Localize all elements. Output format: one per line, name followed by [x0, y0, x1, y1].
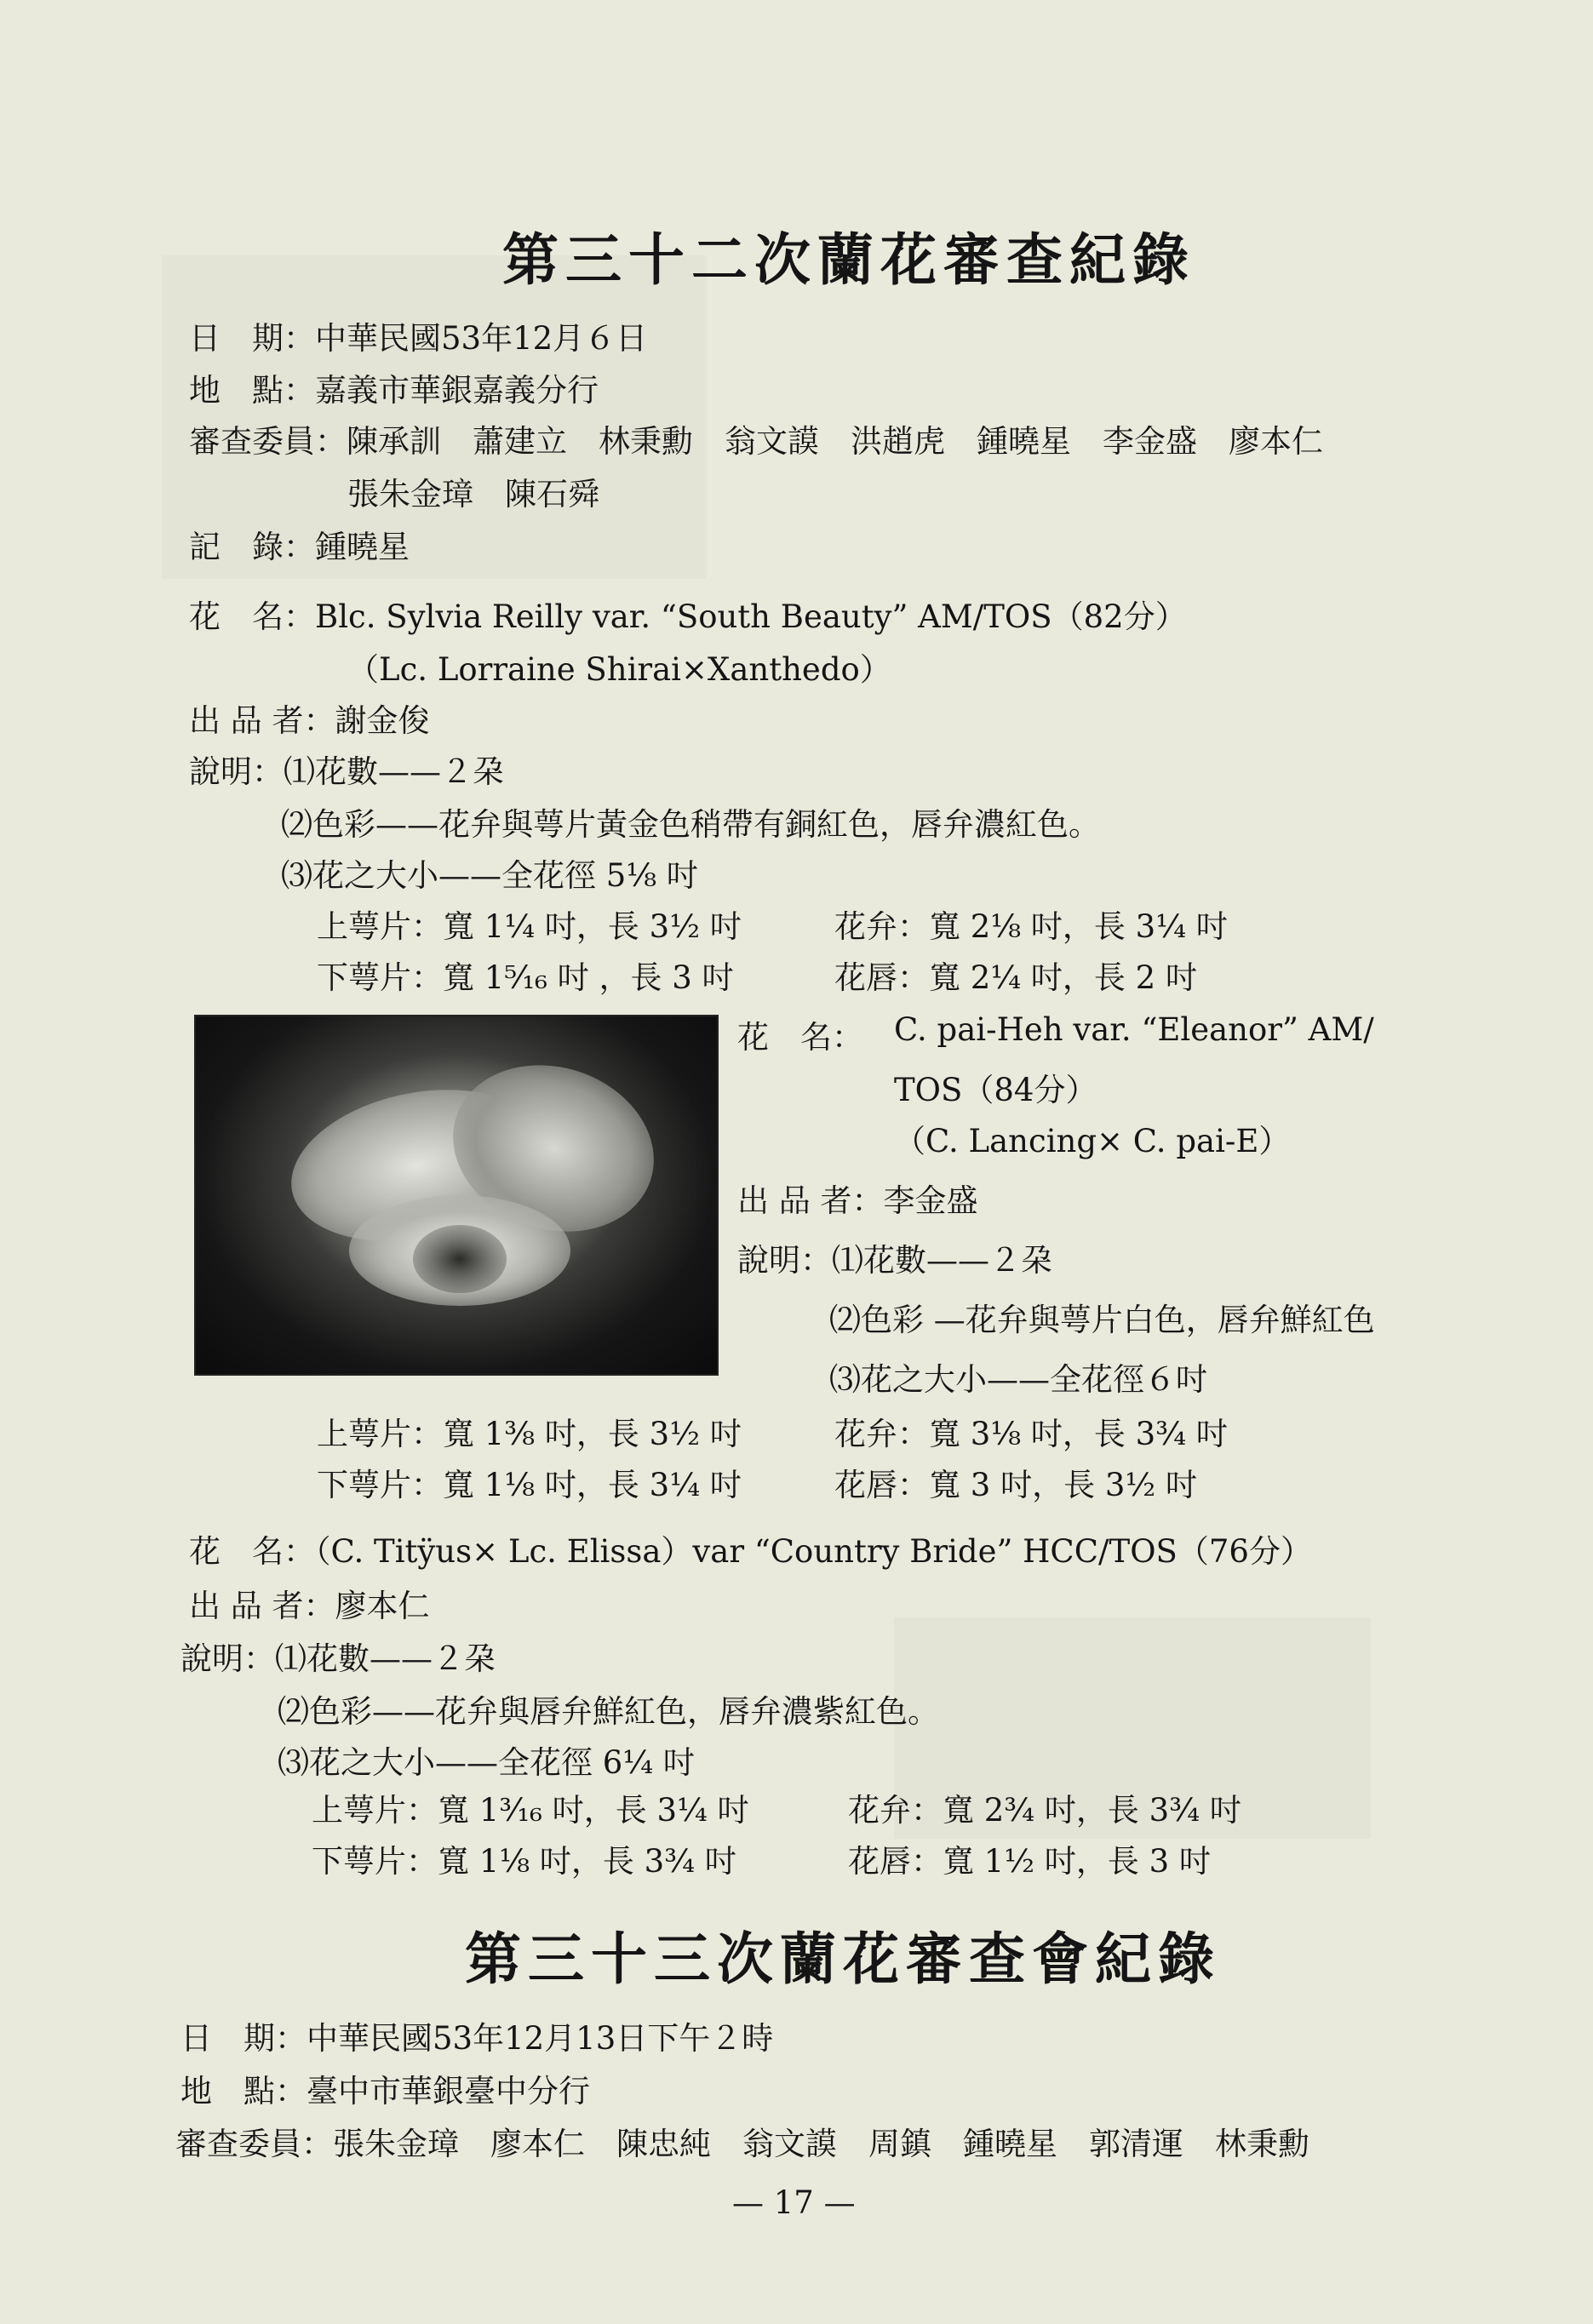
entry1-exhibitor: 出 品 者：謝金俊 — [189, 702, 430, 739]
entry2-desc-count: 說明：⑴花數——２朶 — [737, 1242, 1052, 1279]
recorder: 記 錄：鍾曉星 — [189, 529, 410, 565]
entry2-desc-color: ⑵色彩 —花弁與萼片白色，唇弁鮮紅色 — [829, 1302, 1375, 1338]
entry3-upper-sepal: 上萼片：寬 1³⁄₁₆ 吋，長 3¼ 吋 — [312, 1792, 749, 1829]
entry3-petal: 花弁：寬 2¾ 吋，長 3¾ 吋 — [848, 1792, 1241, 1829]
entry2-exhibitor: 出 品 者：李金盛 — [737, 1182, 978, 1219]
entry3-lower-sepal: 下萼片：寬 1⅛ 吋，長 3¾ 吋 — [312, 1843, 736, 1880]
entry2-name: C. pai-Heh var. “Eleanor” AM/ — [894, 1011, 1374, 1048]
entry1-desc-count: 說明：⑴花數——２朶 — [189, 753, 504, 790]
entry1-desc-size: ⑶花之大小——全花徑 5⅛ 吋 — [281, 857, 698, 894]
entry3-lip: 花唇：寬 1½ 吋，長 3 吋 — [848, 1843, 1211, 1880]
page-number: — 17 — — [732, 2184, 856, 2221]
meeting2-place: 地 點：臺中市華銀臺中分行 — [181, 2073, 590, 2109]
meeting-place: 地 點：嘉義市華銀嘉義分行 — [189, 372, 599, 409]
entry3-desc-color: ⑵色彩——花弁與唇弁鮮紅色，唇弁濃紫紅色。 — [278, 1693, 939, 1730]
entry1-cross: （Lc. Lorraine Shirai×Xanthedo） — [347, 651, 891, 688]
entry3-desc-count: 說明：⑴花數——２朶 — [181, 1640, 496, 1677]
entry1-lower-sepal: 下萼片：寬 1⁵⁄₁₆ 吋 ，長 3 吋 — [317, 959, 734, 996]
flower-throat-shape — [413, 1225, 507, 1293]
judges-line-2: 張朱金璋 陳石舜 — [347, 476, 599, 512]
entry3-exhibitor: 出 品 者：廖本仁 — [189, 1588, 430, 1624]
meeting-date: 日 期：中華民國53年12月６日 — [189, 320, 648, 357]
entry3-name: 花 名：（C. Titÿus× Lc. Elissa）var “Country Bride” HCC/TOS（76分） — [189, 1533, 1312, 1570]
entry1-petal: 花弁：寬 2⅛ 吋，長 3¼ 吋 — [834, 908, 1228, 945]
entry1-lip: 花唇：寬 2¼ 吋，長 2 吋 — [834, 959, 1197, 996]
entry2-lip: 花唇：寬 3 吋，長 3½ 吋 — [834, 1467, 1197, 1503]
entry2-name-cont: TOS（84分） — [894, 1072, 1097, 1108]
entry1-upper-sepal: 上萼片：寬 1¼ 吋，長 3½ 吋 — [317, 908, 742, 945]
section-title: 第三十三次蘭花審查會紀錄 — [465, 1926, 1221, 1992]
meeting2-date: 日 期：中華民國53年12月13日下午２時 — [181, 2020, 774, 2057]
entry2-cross: （C. Lancing× C. pai-E） — [894, 1123, 1291, 1159]
entry2-lower-sepal: 下萼片：寬 1⅛ 吋，長 3¼ 吋 — [317, 1467, 742, 1503]
entry2-upper-sepal: 上萼片：寬 1⅜ 吋，長 3½ 吋 — [317, 1416, 742, 1452]
judges-line-1: 審查委員：陳承訓 蕭建立 林秉勳 翁文謨 洪趙虎 鍾曉星 李金盛 廖本仁 — [189, 423, 1323, 460]
entry2-petal: 花弁：寬 3⅛ 吋，長 3¾ 吋 — [834, 1416, 1228, 1452]
orchid-photo — [194, 1015, 719, 1376]
entry1-desc-color: ⑵色彩——花弁與萼片黃金色稍帶有銅紅色，唇弁濃紅色。 — [281, 806, 1100, 843]
entry3-desc-size: ⑶花之大小——全花徑 6¼ 吋 — [278, 1744, 695, 1781]
meeting2-judges: 審查委員：張朱金璋 廖本仁 陳忠純 翁文謨 周鎮 鍾曉星 郭清運 林秉勳 — [175, 2126, 1309, 2162]
entry2-desc-size: ⑶花之大小——全花徑６吋 — [829, 1361, 1207, 1398]
page-title: 第三十二次蘭花審查紀錄 — [502, 226, 1195, 293]
entry2-name-label: 花 名： — [737, 1019, 863, 1056]
entry1-name: 花 名：Blc. Sylvia Reilly var. “South Beauty” AM/TOS（82分） — [189, 598, 1187, 635]
